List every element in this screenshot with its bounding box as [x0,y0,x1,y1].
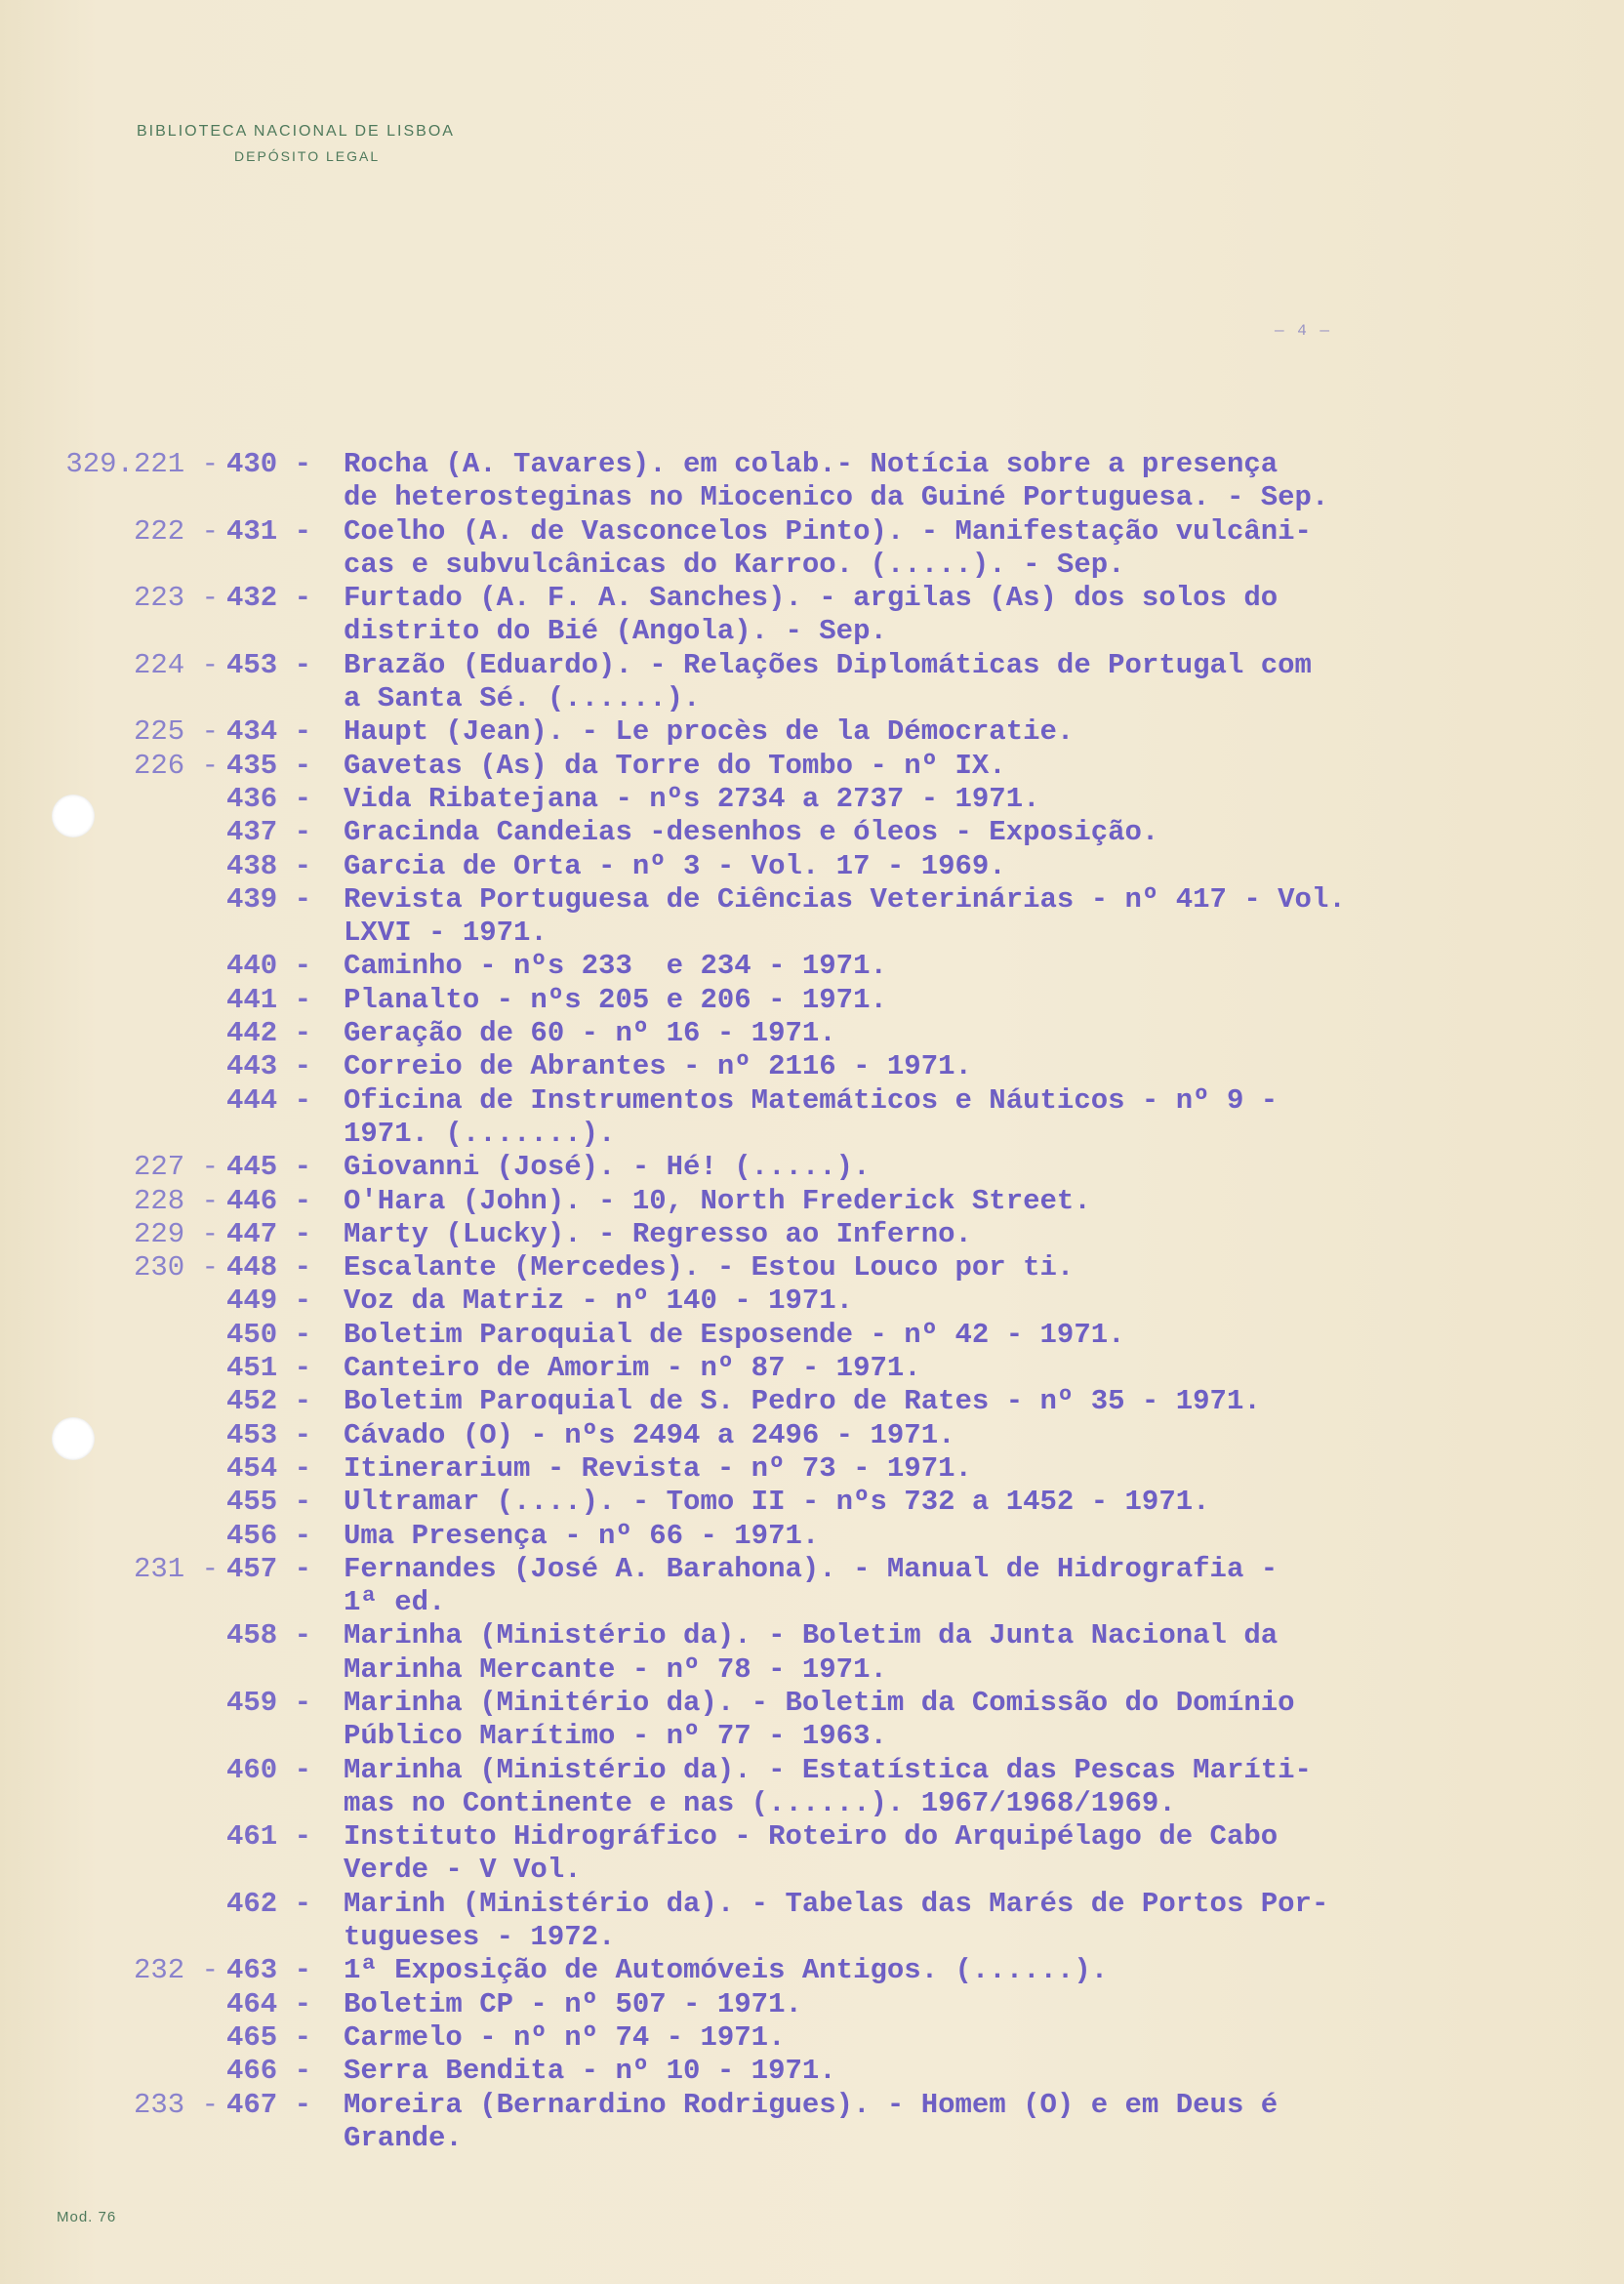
entry-row [0,1954,1624,1987]
entry-description: Garcia de Orta - nº 3 - Vol. 17 - 1969. [344,849,1006,882]
entry-ref-number: 329.221 - [65,448,219,480]
entry-row [0,1452,1624,1486]
entry-deposit-number: 436 - [226,782,312,815]
entry-row [0,582,1624,649]
entry-deposit-number: 453 - [226,1418,312,1451]
entry-description: Carmelo - nº nº 74 - 1971. [344,2020,786,2054]
entry-description: 1ª Exposição de Automóveis Antigos. (......). [344,1954,1109,1987]
entry-row [0,1017,1624,1050]
entry-deposit-number: 454 - [226,1451,312,1485]
entry-deposit-number: 431 - [226,514,312,548]
entry-deposit-number: 464 - [226,1987,312,2020]
entry-description: Gracinda Candeias -desenhos e óleos - Exposição. [344,816,1159,849]
entry-deposit-number: 460 - [226,1753,312,1786]
entry-ref-number: 222 - [133,514,219,548]
entry-row [0,1888,1624,1955]
entry-deposit-number: 466 - [226,2055,312,2088]
entry-deposit-number: 435 - [226,749,312,782]
entry-description: Oficina de Instrumentos Matemáticos e Náuticos - nº 9 - 1971. (.......). [344,1083,1279,1150]
entry-row [0,1218,1624,1251]
entry-deposit-number: 443 - [226,1050,312,1083]
entry-row [0,1486,1624,1519]
entry-description: Vida Ribatejana - nºs 2734 a 2737 - 1971. [344,782,1040,815]
entry-description: Voz da Matriz - nº 140 - 1971. [344,1285,854,1318]
entry-row [0,850,1624,883]
entry-description: Correio de Abrantes - nº 2116 - 1971. [344,1050,972,1083]
entry-row [0,1619,1624,1687]
entry-deposit-number: 441 - [226,983,312,1016]
entry-ref-number: 225 - [133,715,219,749]
entry-ref-number: 231 - [133,1552,219,1585]
entry-description: Geração de 60 - nº 16 - 1971. [344,1017,836,1050]
entry-ref-number: 230 - [133,1251,219,1285]
entry-description: Uma Presença - nº 66 - 1971. [344,1519,820,1552]
entry-deposit-number: 450 - [226,1318,312,1351]
entry-deposit-number: 456 - [226,1519,312,1552]
entry-row [0,984,1624,1017]
entry-description: Gavetas (As) da Torre do Tombo - nº IX. [344,749,1006,782]
entry-row [0,1185,1624,1218]
entry-row [0,1285,1624,1318]
form-label: Mod. 76 [57,2209,117,2225]
entry-row [0,1050,1624,1083]
entry-deposit-number: 442 - [226,1017,312,1050]
entry-deposit-number: 445 - [226,1151,312,1184]
entry-row [0,1251,1624,1285]
entry-row [0,1754,1624,1821]
entry-deposit-number: 451 - [226,1352,312,1385]
entry-description: Caminho - nºs 233 e 234 - 1971. [344,950,887,983]
entry-description: Coelho (A. de Vasconcelos Pinto). - Manifestação vulcâni- cas e subvulcânicas do Karroo. (.....). - Sep. [344,514,1312,581]
entry-description: Escalante (Mercedes). - Estou Louco por ti. [344,1251,1075,1285]
entry-description: Serra Bendita - nº 10 - 1971. [344,2055,836,2088]
entry-deposit-number: 461 - [226,1820,312,1854]
entry-ref-number: 226 - [133,749,219,782]
entry-deposit-number: 462 - [226,1887,312,1920]
entry-deposit-number: 449 - [226,1285,312,1318]
library-stamp [137,123,455,164]
entry-description: Itinerarium - Revista - nº 73 - 1971. [344,1451,972,1485]
entry-description: Moreira (Bernardino Rodrigues). - Homem (O) e em Deus é Grande. [344,2088,1279,2154]
entry-deposit-number: 459 - [226,1686,312,1719]
entry-deposit-number: 448 - [226,1251,312,1285]
stamp-legal-deposit: DEPÓSITO LEGAL [234,148,381,164]
entry-description: Marinha (Minitério da). - Boletim da Comissão do Domínio Público Marítimo - nº 77 - 1963. [344,1686,1295,1753]
stamp-library-name: BIBLIOTECA NACIONAL DE LISBOA [137,123,455,140]
entry-row [0,1084,1624,1152]
entry-ref-number: 228 - [133,1184,219,1217]
entry-row [0,750,1624,783]
entry-row [0,448,1624,515]
entry-ref-number: 224 - [133,648,219,681]
entry-ref-number: 229 - [133,1217,219,1250]
entry-row [0,2089,1624,2156]
entry-row [0,783,1624,816]
entry-deposit-number: 458 - [226,1619,312,1652]
entry-description: O'Hara (John). - 10, North Frederick Street. [344,1184,1091,1217]
entry-deposit-number: 447 - [226,1217,312,1250]
entry-deposit-number: 446 - [226,1184,312,1217]
entry-list [0,448,1624,2155]
entry-description: Planalto - nºs 205 e 206 - 1971. [344,983,887,1016]
entry-row [0,1419,1624,1452]
entry-description: Boletim CP - nº 507 - 1971. [344,1987,802,2020]
entry-description: Ultramar (....). - Tomo II - nºs 732 a 1452 - 1971. [344,1486,1210,1519]
entry-description: Marinh (Ministério da). - Tabelas das Marés de Portos Por- tugueses - 1972. [344,1887,1329,1954]
entry-row [0,883,1624,951]
entry-row [0,1988,1624,2021]
entry-deposit-number: 465 - [226,2020,312,2054]
entry-row [0,1352,1624,1385]
entry-row [0,649,1624,716]
entry-deposit-number: 455 - [226,1486,312,1519]
entry-row [0,950,1624,983]
entry-description: Haupt (Jean). - Le procès de la Démocratie. [344,715,1075,749]
entry-row [0,1553,1624,1620]
entry-description: Instituto Hidrográfico - Roteiro do Arquipélago de Cabo Verde - V Vol. [344,1820,1279,1887]
entry-description: Marty (Lucky). - Regresso ao Inferno. [344,1217,972,1250]
entry-description: Revista Portuguesa de Ciências Veterinárias - nº 417 - Vol. LXVI - 1971. [344,882,1346,950]
entry-description: Canteiro de Amorim - nº 87 - 1971. [344,1352,921,1385]
entry-description: Brazão (Eduardo). - Relações Diplomáticas de Portugal com a Santa Sé. (......). [344,648,1312,715]
entry-row [0,1385,1624,1418]
entry-row [0,1151,1624,1184]
entry-deposit-number: 439 - [226,882,312,916]
entry-description: Marinha (Ministério da). - Estatística das Pescas Maríti- mas no Continente e nas (......). 1967/1968/1969. [344,1753,1312,1819]
entry-row [0,2021,1624,2055]
entry-ref-number: 232 - [133,1954,219,1987]
entry-deposit-number: 453 - [226,648,312,681]
entry-deposit-number: 438 - [226,849,312,882]
entry-description: Fernandes (José A. Barahona). - Manual de Hidrografia - 1ª ed. [344,1552,1279,1619]
entry-description: Boletim Paroquial de S. Pedro de Rates - nº 35 - 1971. [344,1385,1261,1418]
entry-deposit-number: 452 - [226,1385,312,1418]
entry-ref-number: 233 - [133,2088,219,2121]
entry-description: Boletim Paroquial de Esposende - nº 42 - 1971. [344,1318,1125,1351]
entry-deposit-number: 440 - [226,950,312,983]
entry-description: Marinha (Ministério da). - Boletim da Junta Nacional da Marinha Mercante - nº 78 - 1971. [344,1619,1279,1686]
entry-row [0,1319,1624,1352]
entry-deposit-number: 434 - [226,715,312,749]
entry-description: Giovanni (José). - Hé! (.....). [344,1151,871,1184]
entry-deposit-number: 430 - [226,448,312,480]
entry-row [0,515,1624,583]
entry-row [0,1820,1624,1888]
entry-deposit-number: 467 - [226,2088,312,2121]
entry-deposit-number: 444 - [226,1083,312,1117]
entry-row [0,2055,1624,2088]
entry-deposit-number: 437 - [226,816,312,849]
page-number: — 4 — [1275,322,1332,340]
entry-description: Furtado (A. F. A. Sanches). - argilas (As) dos solos do distrito do Bié (Angola). - Sep. [344,582,1279,648]
entry-deposit-number: 432 - [226,582,312,615]
entry-row [0,816,1624,849]
entry-description: Cávado (O) - nºs 2494 a 2496 - 1971. [344,1418,955,1451]
entry-description: Rocha (A. Tavares). em colab.- Notícia sobre a presença de heterosteginas no Miocenico da Guiné Portuguesa. - Sep. [344,448,1329,514]
entry-row [0,1687,1624,1754]
entry-deposit-number: 463 - [226,1954,312,1987]
entry-row [0,1520,1624,1553]
entry-row [0,715,1624,749]
entry-ref-number: 223 - [133,582,219,615]
entry-ref-number: 227 - [133,1151,219,1184]
entry-deposit-number: 457 - [226,1552,312,1585]
